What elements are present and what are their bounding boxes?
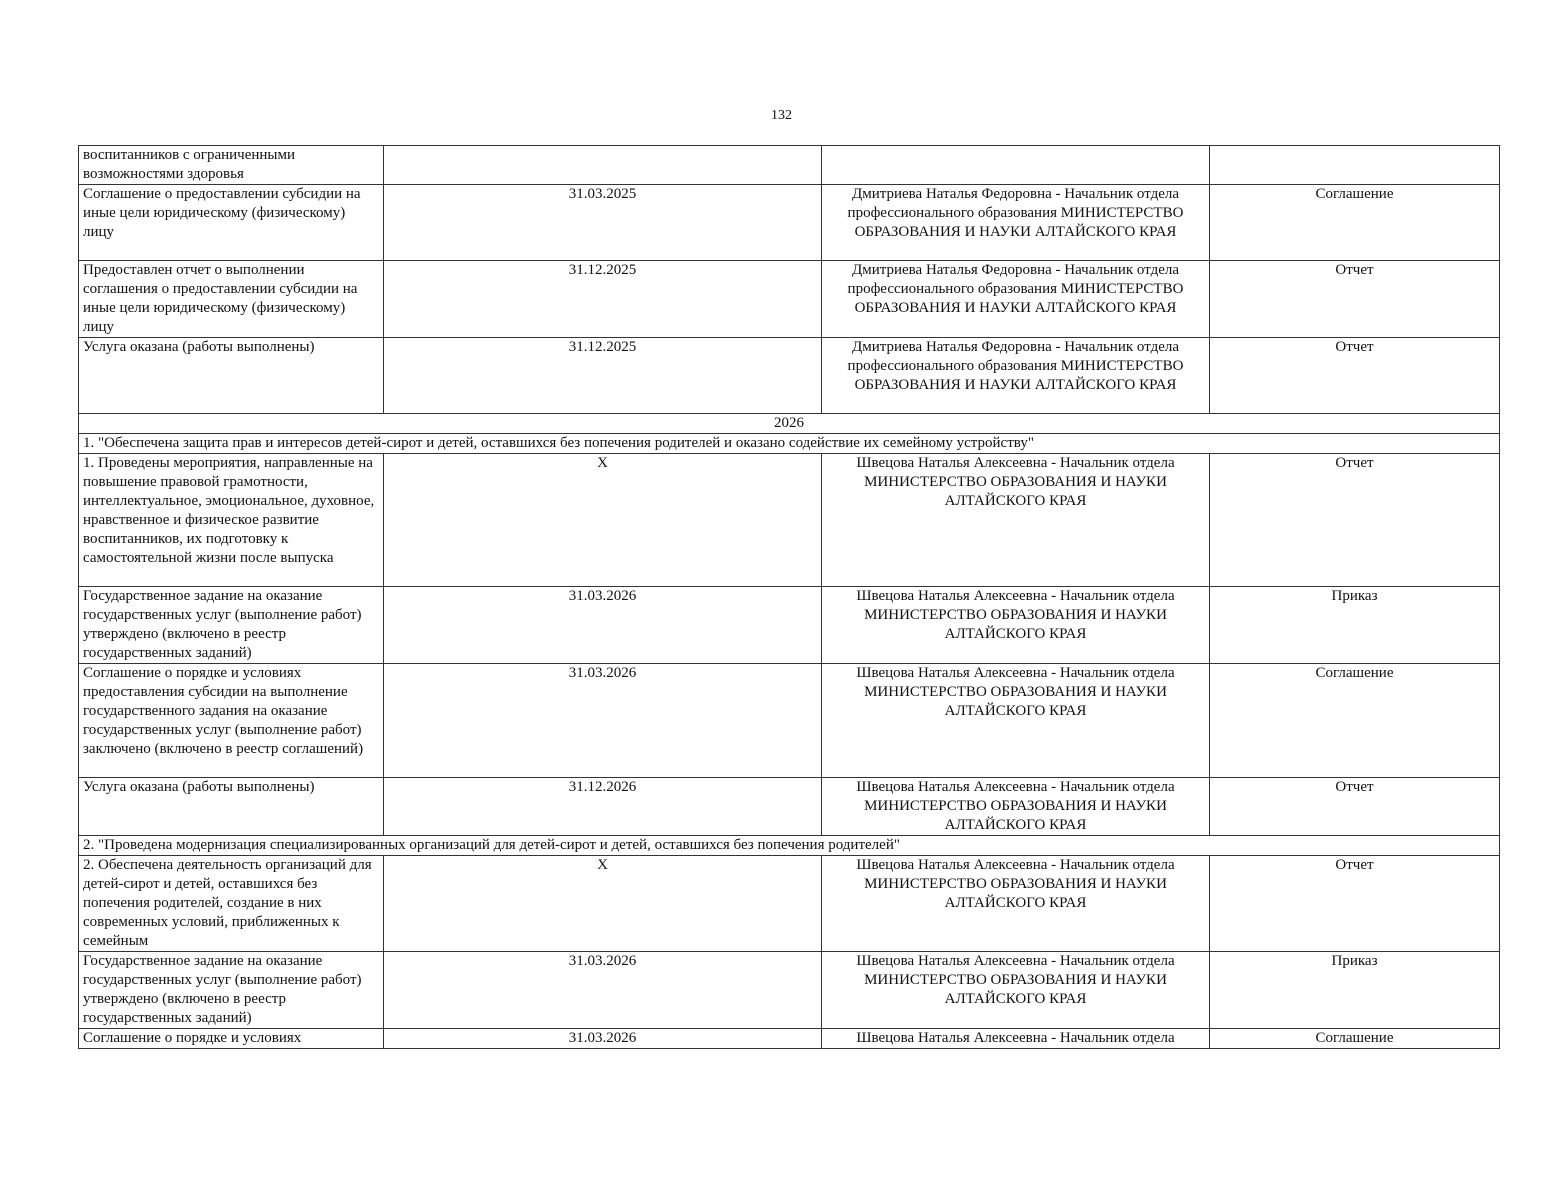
document-cell: Отчет <box>1210 778 1500 836</box>
table-row <box>79 1029 1500 1049</box>
date-cell: 31.03.2026 <box>384 1029 822 1049</box>
table-row <box>79 664 1500 778</box>
year-heading: 2026 <box>79 414 1500 434</box>
table-row <box>79 952 1500 1029</box>
responsible-cell: Швецова Наталья Алексеевна - Начальник отдела МИНИСТЕРСТВО ОБРАЗОВАНИЯ И НАУКИ АЛТАЙСКОГО КРАЯ <box>822 664 1210 778</box>
plan-table <box>78 145 1500 1049</box>
document-cell: Отчет <box>1210 856 1500 952</box>
page-number: 132 <box>771 108 792 123</box>
date-cell: 31.03.2026 <box>384 587 822 664</box>
event-cell: воспитанников с ограниченными возможностями здоровья <box>79 146 384 185</box>
date-cell: 31.12.2025 <box>384 338 822 414</box>
date-cell: 31.12.2025 <box>384 261 822 338</box>
table-row <box>79 778 1500 836</box>
event-cell: 1. Проведены мероприятия, направленные на повышение правовой грамотности, интеллектуальное, эмоциональное, духовное, нравственное и физическое развитие воспитанников, их подготовку к самостоятельной жизни после выпуска <box>79 454 384 587</box>
year-row <box>79 414 1500 434</box>
table-row <box>79 338 1500 414</box>
document-cell: Отчет <box>1210 454 1500 587</box>
document-cell: Отчет <box>1210 261 1500 338</box>
date-cell: 31.03.2026 <box>384 664 822 778</box>
date-cell <box>384 146 822 185</box>
document-cell: Приказ <box>1210 587 1500 664</box>
section-row <box>79 434 1500 454</box>
table-row <box>79 261 1500 338</box>
responsible-cell: Дмитриева Наталья Федоровна - Начальник отдела профессионального образования МИНИСТЕРСТВО ОБРАЗОВАНИЯ И НАУКИ АЛТАЙСКОГО КРАЯ <box>822 261 1210 338</box>
responsible-cell: Дмитриева Наталья Федоровна - Начальник отдела профессионального образования МИНИСТЕРСТВО ОБРАЗОВАНИЯ И НАУКИ АЛТАЙСКОГО КРАЯ <box>822 185 1210 261</box>
event-cell: Соглашение о порядке и условиях <box>79 1029 384 1049</box>
table-row <box>79 587 1500 664</box>
document-cell: Приказ <box>1210 952 1500 1029</box>
section-row <box>79 836 1500 856</box>
event-cell: Соглашение о порядке и условиях предоставления субсидии на выполнение государственного задания на оказание государственных услуг (выполнение работ) заключено (включено в реестр соглашений) <box>79 664 384 778</box>
event-cell: Государственное задание на оказание государственных услуг (выполнение работ) утверждено (включено в реестр государственных заданий) <box>79 587 384 664</box>
document-cell: Соглашение <box>1210 185 1500 261</box>
date-cell: X <box>384 454 822 587</box>
responsible-cell: Швецова Наталья Алексеевна - Начальник отдела МИНИСТЕРСТВО ОБРАЗОВАНИЯ И НАУКИ АЛТАЙСКОГО КРАЯ <box>822 454 1210 587</box>
document-cell: Отчет <box>1210 338 1500 414</box>
section-heading: 1. "Обеспечена защита прав и интересов детей-сирот и детей, оставшихся без попечения родителей и оказано содействие их семейному устройству" <box>79 434 1500 454</box>
event-cell: Услуга оказана (работы выполнены) <box>79 338 384 414</box>
event-cell: Предоставлен отчет о выполнении соглашения о предоставлении субсидии на иные цели юридическому (физическому) лицу <box>79 261 384 338</box>
date-cell: 31.03.2025 <box>384 185 822 261</box>
responsible-cell: Швецова Наталья Алексеевна - Начальник отдела МИНИСТЕРСТВО ОБРАЗОВАНИЯ И НАУКИ АЛТАЙСКОГО КРАЯ <box>822 778 1210 836</box>
document-cell <box>1210 146 1500 185</box>
responsible-cell: Дмитриева Наталья Федоровна - Начальник отдела профессионального образования МИНИСТЕРСТВО ОБРАЗОВАНИЯ И НАУКИ АЛТАЙСКОГО КРАЯ <box>822 338 1210 414</box>
responsible-cell: Швецова Наталья Алексеевна - Начальник отдела МИНИСТЕРСТВО ОБРАЗОВАНИЯ И НАУКИ АЛТАЙСКОГО КРАЯ <box>822 587 1210 664</box>
document-cell: Соглашение <box>1210 1029 1500 1049</box>
event-cell: Услуга оказана (работы выполнены) <box>79 778 384 836</box>
event-cell: Соглашение о предоставлении субсидии на иные цели юридическому (физическому) лицу <box>79 185 384 261</box>
event-cell: Государственное задание на оказание государственных услуг (выполнение работ) утверждено (включено в реестр государственных заданий) <box>79 952 384 1029</box>
table-row <box>79 146 1500 185</box>
document-cell: Соглашение <box>1210 664 1500 778</box>
date-cell: 31.12.2026 <box>384 778 822 836</box>
date-cell: 31.03.2026 <box>384 952 822 1029</box>
responsible-cell: Швецова Наталья Алексеевна - Начальник отдела МИНИСТЕРСТВО ОБРАЗОВАНИЯ И НАУКИ АЛТАЙСКОГО КРАЯ <box>822 856 1210 952</box>
responsible-cell: Швецова Наталья Алексеевна - Начальник отдела МИНИСТЕРСТВО ОБРАЗОВАНИЯ И НАУКИ АЛТАЙСКОГО КРАЯ <box>822 952 1210 1029</box>
table-row <box>79 856 1500 952</box>
table-row <box>79 454 1500 587</box>
responsible-cell <box>822 146 1210 185</box>
table-body <box>79 146 1500 1049</box>
section-heading: 2. "Проведена модернизация специализированных организаций для детей-сирот и детей, оставшихся без попечения родителей" <box>79 836 1500 856</box>
table-row <box>79 185 1500 261</box>
event-cell: 2. Обеспечена деятельность организаций для детей-сирот и детей, оставшихся без попечения родителей, создание в них современных условий, приближенных к семейным <box>79 856 384 952</box>
date-cell: X <box>384 856 822 952</box>
responsible-cell: Швецова Наталья Алексеевна - Начальник отдела <box>822 1029 1210 1049</box>
